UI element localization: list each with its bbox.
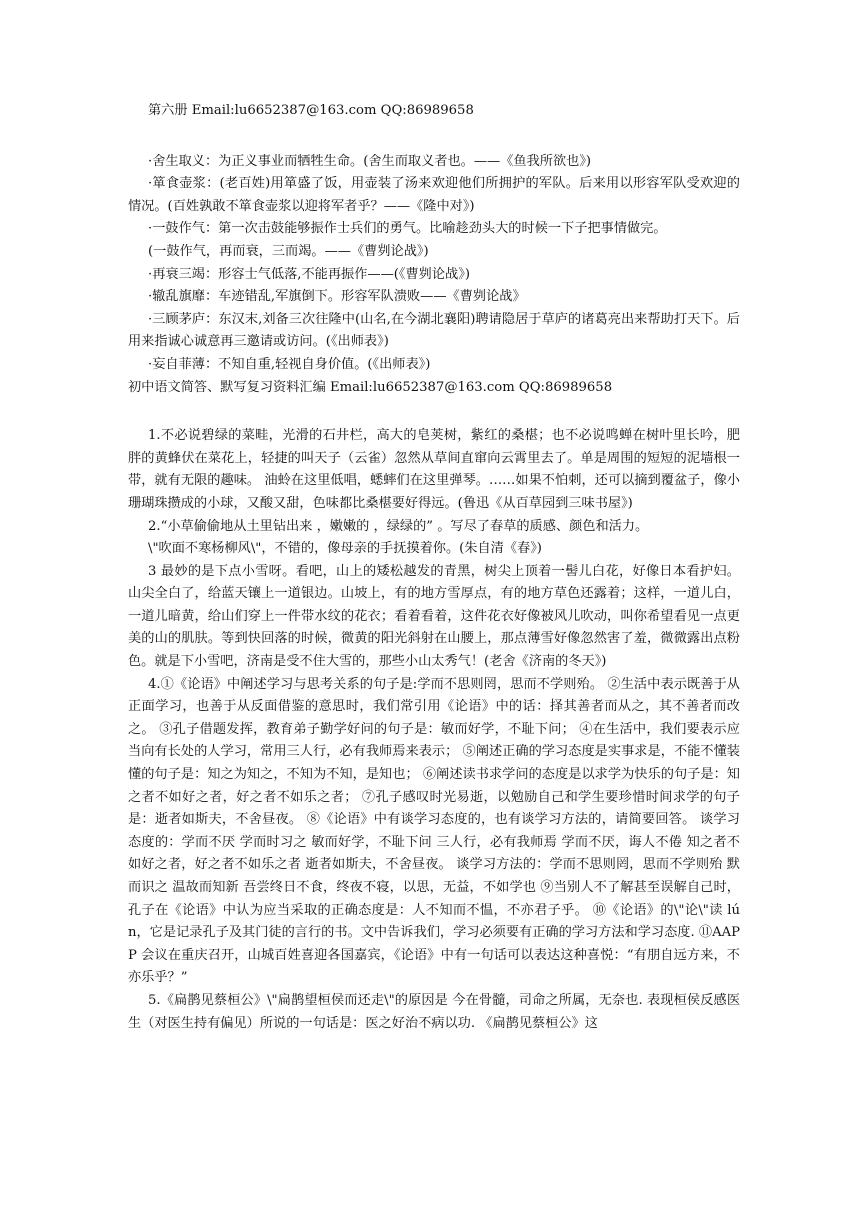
idiom-entry: ·舍生取义：为正义事业而牺牲生命。(舍生而取义者也。——《鱼我所欲也》): [148, 153, 592, 169]
idiom-entry: ·再衰三竭：形容士气低落,不能再振作——(《曹刿论战》): [148, 266, 470, 282]
question-item: 1.不必说碧绿的菜畦，光滑的石井栏，高大的皂荚树，紫红的桑椹；也不必说鸣蝉在树叶里长吟，肥胖的黄蜂伏在菜花上，轻捷的叫天子（云雀）忽然从草间直窜向云霄里去了。单是周围的短短的泥墙根一带，就有无限的趣味。 油蛉在这里低唱，蟋蟀们在这里弹琴。……如果不怕刺，还可以摘到覆盆子，像小珊瑚珠攒成的小球，又酸又甜，色味都比桑椹要好得远。(鲁迅《从百草园到三味书屋》): [128, 428, 740, 511]
document-page: [128, 100, 740, 1035]
question-item: \"吹面不寒杨柳风\"，不错的，像母亲的手抚摸着你。(朱自清《春》): [148, 541, 542, 557]
question-item: 4.①《论语》中阐述学习与思考关系的句子是:学而不思则罔，思而不学则殆。 ②生活中表示既善于从正面学习，也善于从反面借鉴的意思时，我们常引用《论语》中的话：择其善者而从之，其不善者而改之。 ③孔子借题发挥，教育弟子勤学好问的句子是：敏而好学，不耻下问； ④在生活中，我们要表示应当向有长处的人学习，常用三人行，必有我师焉来表示； ⑤阐述正确的学习态度是实事求是，不能不懂装懂的句子是：知之为知之，不知为不知，是知也； ⑥阐述读书求学问的态度是以求学为快乐的句子是：知之者不如好之者，好之者不如乐之者； ⑦孔子感叹时光易逝，以勉励自己和学生要珍惜时间求学的句子是：逝者如斯夫，不舍昼夜。 ⑧《论语》中有谈学习态度的，也有谈学习方法的，请简要回答。 谈学习态度的：学而不厌 学而时习之 敏而好学，不耻下问 三人行，必有我师焉 学而不厌，诲人不倦 知之者不如好之者，好之者不如乐之者 逝者如斯夫，不舍昼夜。 谈学习方法的：学而不思则罔，思而不学则殆 默而识之 温故而知新 吾尝终日不食，终夜不寝，以思，无益，不如学也 ⑨当别人不了解甚至误解自己时，孔子在《论语》中认为应当采取的正确态度是：人不知而不愠，不亦君子乎。 ⑩《论语》的\"论\"读 lún，它是记录孔子及其门徒的言行的书。文中告诉我们，学习必须要有正确的学习方法和学习态度. ⑪AAPP 会议在重庆召开，山城百姓喜迎各国嘉宾，《论语》中有一句话可以表达这种喜悦：“有朋自远方来，不亦乐乎？”: [128, 676, 740, 986]
question-item: 2.“小草偷偷地从土里钻出来 ，嫩嫩的 ，绿绿的” 。写尽了春草的质感、颜色和活力。: [148, 518, 649, 534]
idiom-entry: ·三顾茅庐：东汉末,刘备三次往隆中(山名,在今湖北襄阳)聘请隐居于草庐的诸葛亮出来帮助打天下。后用来指诚心诚意再三邀请或访问。(《出师表》): [128, 311, 740, 350]
idiom-entry: ·一鼓作气：第一次击鼓能够振作士兵们的勇气。比喻趁劲头大的时候一下子把事情做完。: [148, 221, 667, 237]
idiom-entry: ·妄自菲薄：不知自重,轻视自身价值。(《出师表》): [148, 356, 431, 372]
question-item: 3 最妙的是下点小雪呀。看吧，山上的矮松越发的青黑，树尖上顶着一髻儿白花，好像日本看护妇。山尖全白了，给蓝天镶上一道银边。山坡上，有的地方雪厚点，有的地方草色还露着；这样，一道儿白，一道儿暗黄，给山们穿上一件带水纹的花衣；看着看着，这件花衣好像被风儿吹动，叫你希望看见一点更美的山的肌肤。等到快回落的时候，微黄的阳光斜射在山腰上，那点薄雪好像忽然害了羞，微微露出点粉色。就是下小雪吧，济南是受不住大雪的，那些小山太秀气！(老舍《济南的冬天》): [128, 563, 740, 670]
question-item: 5.《扁鹊见蔡桓公》\"扁鹊望桓侯而还走\"的原因是 今在骨髓，司命之所属，无奈也. 表现桓侯反感医生（对医生持有偏见）所说的一句话是：医之好治不病以功. 《扁鹊见蔡桓公》这: [128, 992, 740, 1031]
idiom-entry: ·辙乱旗靡：车迹错乱,军旗倒下。形容军队溃败——《曹刿论战》: [148, 289, 526, 305]
page-header: 第六册 Email:lu6652387@163.com QQ:86989658: [148, 103, 474, 118]
idiom-entry: ·箪食壶浆：(老百姓)用箪盛了饭，用壶装了汤来欢迎他们所拥护的军队。后来用以形容军队受欢迎的情况。(百姓孰敢不箪食壶浆以迎将军者乎？——《隆中对》): [128, 176, 740, 214]
idiom-entry: (一鼓作气，再而衰，三而竭。——《曹刿论战》): [148, 243, 429, 259]
section-title: 初中语文简答、默写复习资料汇编 Email:lu6652387@163.com QQ:86989658: [128, 379, 613, 395]
